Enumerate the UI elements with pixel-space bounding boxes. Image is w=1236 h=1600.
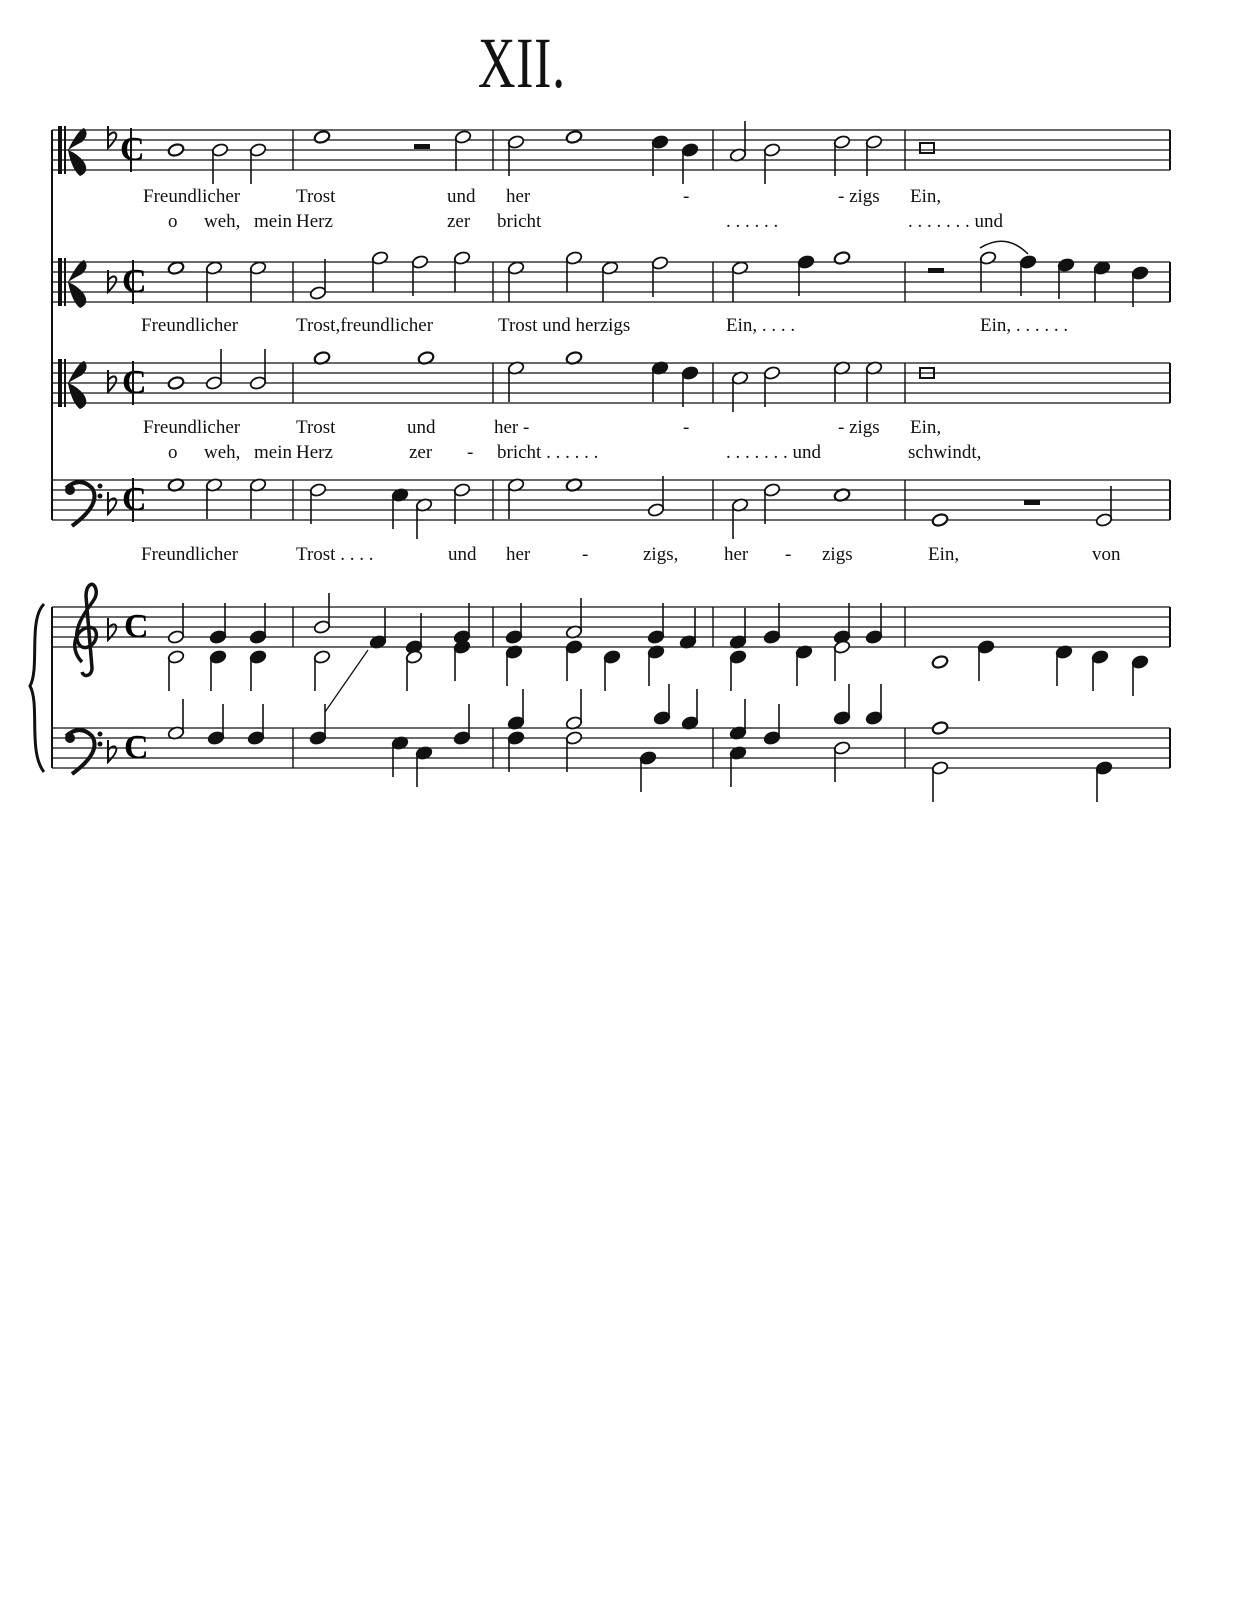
- half-note: [979, 251, 997, 266]
- half-note: [865, 135, 883, 150]
- lyric: . . . . . . . und: [908, 211, 1003, 232]
- half-note: [833, 741, 851, 756]
- lyric: Ein, . . . . . .: [980, 315, 1069, 336]
- voice-line: [325, 650, 368, 712]
- lyric: . . . . . . . und: [726, 442, 821, 463]
- half-note: [507, 261, 525, 276]
- quarter-note: [209, 630, 227, 645]
- half-note: [167, 630, 185, 645]
- lyric: zer: [447, 211, 471, 232]
- quarter-note: [681, 366, 699, 381]
- lyric: und: [448, 544, 477, 565]
- half-note: [371, 251, 389, 266]
- tenor-clef: [58, 359, 62, 407]
- tenor-clef: [58, 258, 62, 306]
- half-note: [205, 261, 223, 276]
- lyric: - zigs: [838, 417, 880, 438]
- whole-note: [167, 143, 185, 158]
- quarter-note: [247, 731, 265, 746]
- quarter-note: [729, 650, 747, 665]
- lyric: Herz: [296, 442, 333, 463]
- whole-note: [931, 513, 949, 528]
- quarter-note: [763, 731, 781, 746]
- lyric: und: [407, 417, 436, 438]
- lyric: o: [168, 211, 178, 232]
- lyric: -: [582, 544, 589, 565]
- lyric: bricht . . . . . .: [497, 442, 599, 463]
- quarter-note: [209, 650, 227, 665]
- quarter-note: [505, 630, 523, 645]
- lyric: - zigs: [838, 186, 880, 207]
- quarter-note: [603, 650, 621, 665]
- alto-clef: [64, 126, 66, 174]
- half-note: [931, 761, 949, 776]
- half-note: [249, 143, 267, 158]
- lyric: von: [1092, 544, 1121, 565]
- tenor-clef: [68, 260, 87, 308]
- quarter-note: [1131, 655, 1149, 670]
- lyric: Ein,: [910, 417, 942, 438]
- half-note: [453, 483, 471, 498]
- whole-note: [565, 130, 583, 145]
- lyric: Ein, . . . .: [726, 315, 796, 336]
- quarter-note: [647, 630, 665, 645]
- half-note: [309, 286, 327, 301]
- piano-brace: [30, 604, 44, 772]
- half-note: [763, 483, 781, 498]
- bass-clef: [98, 494, 103, 499]
- lyric: Trost: [296, 417, 336, 438]
- quarter-note: [865, 630, 883, 645]
- lyric: Trost: [296, 186, 336, 207]
- lyric: Trost und herzigs: [498, 315, 631, 336]
- half-note: [313, 650, 331, 665]
- lyric: -: [785, 544, 792, 565]
- quarter-note: [681, 143, 699, 158]
- lyric: -: [467, 442, 474, 463]
- half-note: [565, 251, 583, 266]
- lyric: Ein,: [928, 544, 960, 565]
- lyric: mein: [254, 442, 292, 463]
- half-note: [167, 650, 185, 665]
- bass-clef: [98, 484, 103, 489]
- lyric: her -: [494, 417, 530, 438]
- rest: [928, 268, 944, 273]
- quarter-note: [639, 751, 657, 766]
- lyric: schwindt,: [908, 442, 982, 463]
- half-note: [833, 135, 851, 150]
- key-signature-flat: [108, 740, 116, 762]
- half-note: [647, 503, 665, 518]
- half-note: [313, 620, 331, 635]
- whole-note: [313, 130, 331, 145]
- lyric: mein: [254, 211, 292, 232]
- quarter-note: [653, 711, 671, 726]
- whole-note: [167, 376, 185, 391]
- alto-clef: [58, 126, 62, 174]
- lyric: Trost,freundlicher: [296, 315, 434, 336]
- time-signature: C: [120, 131, 145, 168]
- whole-note: [833, 251, 851, 266]
- quarter-note: [977, 640, 995, 655]
- lyric: her: [724, 544, 749, 565]
- key-signature-flat: [108, 270, 116, 292]
- half-note: [211, 143, 229, 158]
- bass-clef: [65, 733, 75, 743]
- quarter-note: [507, 731, 525, 746]
- alto-clef: [68, 128, 87, 176]
- half-note: [453, 251, 471, 266]
- half-note: [411, 255, 429, 270]
- half-note: [731, 261, 749, 276]
- lyric: bricht: [497, 211, 542, 232]
- quarter-note: [1131, 266, 1149, 281]
- lyric: her: [506, 544, 531, 565]
- time-signature: C: [122, 364, 147, 401]
- lyric: -: [683, 417, 690, 438]
- whole-note: [167, 261, 185, 276]
- bass-clef: [98, 742, 103, 747]
- rest: [414, 144, 430, 149]
- lyric: Ein,: [910, 186, 942, 207]
- lyric: o: [168, 442, 178, 463]
- lyric: Freundlicher: [143, 186, 241, 207]
- whole-note: [931, 721, 949, 736]
- breve-note: [920, 143, 934, 153]
- lyric: Freundlicher: [143, 417, 241, 438]
- tenor-clef: [68, 361, 87, 409]
- time-signature: C: [122, 481, 147, 518]
- quarter-note: [1095, 761, 1113, 776]
- quarter-note: [763, 630, 781, 645]
- tenor-clef: [64, 359, 66, 407]
- tenor-clef: [64, 258, 66, 306]
- quarter-note: [453, 731, 471, 746]
- lyric: zigs,: [643, 544, 679, 565]
- half-note: [309, 483, 327, 498]
- lyric: weh,: [204, 211, 241, 232]
- lyric: -: [683, 186, 690, 207]
- quarter-note: [797, 255, 815, 270]
- quarter-note: [309, 731, 327, 746]
- half-note: [763, 366, 781, 381]
- half-note: [651, 256, 669, 271]
- quarter-note: [565, 640, 583, 655]
- bass-clef: [65, 485, 75, 495]
- time-signature: C: [124, 729, 149, 766]
- bass-clef: [98, 732, 103, 737]
- half-note: [507, 135, 525, 150]
- quarter-note: [249, 650, 267, 665]
- lyric: zigs: [822, 544, 853, 565]
- quarter-note: [1019, 255, 1037, 270]
- time-signature: C: [124, 608, 149, 645]
- lyric: Freundlicher: [141, 544, 239, 565]
- lyric: und: [447, 186, 476, 207]
- lyric: Trost . . . .: [296, 544, 374, 565]
- quarter-note: [865, 711, 883, 726]
- half-note: [454, 130, 472, 145]
- piece-number: XII.: [478, 23, 566, 103]
- key-signature-flat: [108, 126, 116, 148]
- half-note: [249, 376, 267, 391]
- lyric: zer: [409, 442, 433, 463]
- whole-note: [931, 655, 949, 670]
- quarter-note: [833, 711, 851, 726]
- half-note: [249, 261, 267, 276]
- lyric: Freundlicher: [141, 315, 239, 336]
- time-signature: C: [122, 263, 147, 300]
- quarter-note: [1091, 650, 1109, 665]
- half-note: [601, 261, 619, 276]
- quarter-note: [249, 630, 267, 645]
- lyric: . . . . . .: [726, 211, 779, 232]
- half-note: [1095, 513, 1113, 528]
- rest: [1024, 500, 1040, 505]
- quarter-note: [207, 731, 225, 746]
- lyric: her: [506, 186, 531, 207]
- quarter-note: [1057, 258, 1075, 273]
- key-signature-flat: [108, 492, 116, 514]
- half-note: [205, 376, 223, 391]
- lyric: weh,: [204, 442, 241, 463]
- quarter-note: [651, 135, 669, 150]
- quarter-note: [1093, 261, 1111, 276]
- lyric: Herz: [296, 211, 333, 232]
- treble-clef: [75, 584, 97, 675]
- half-note: [565, 731, 583, 746]
- half-note: [763, 143, 781, 158]
